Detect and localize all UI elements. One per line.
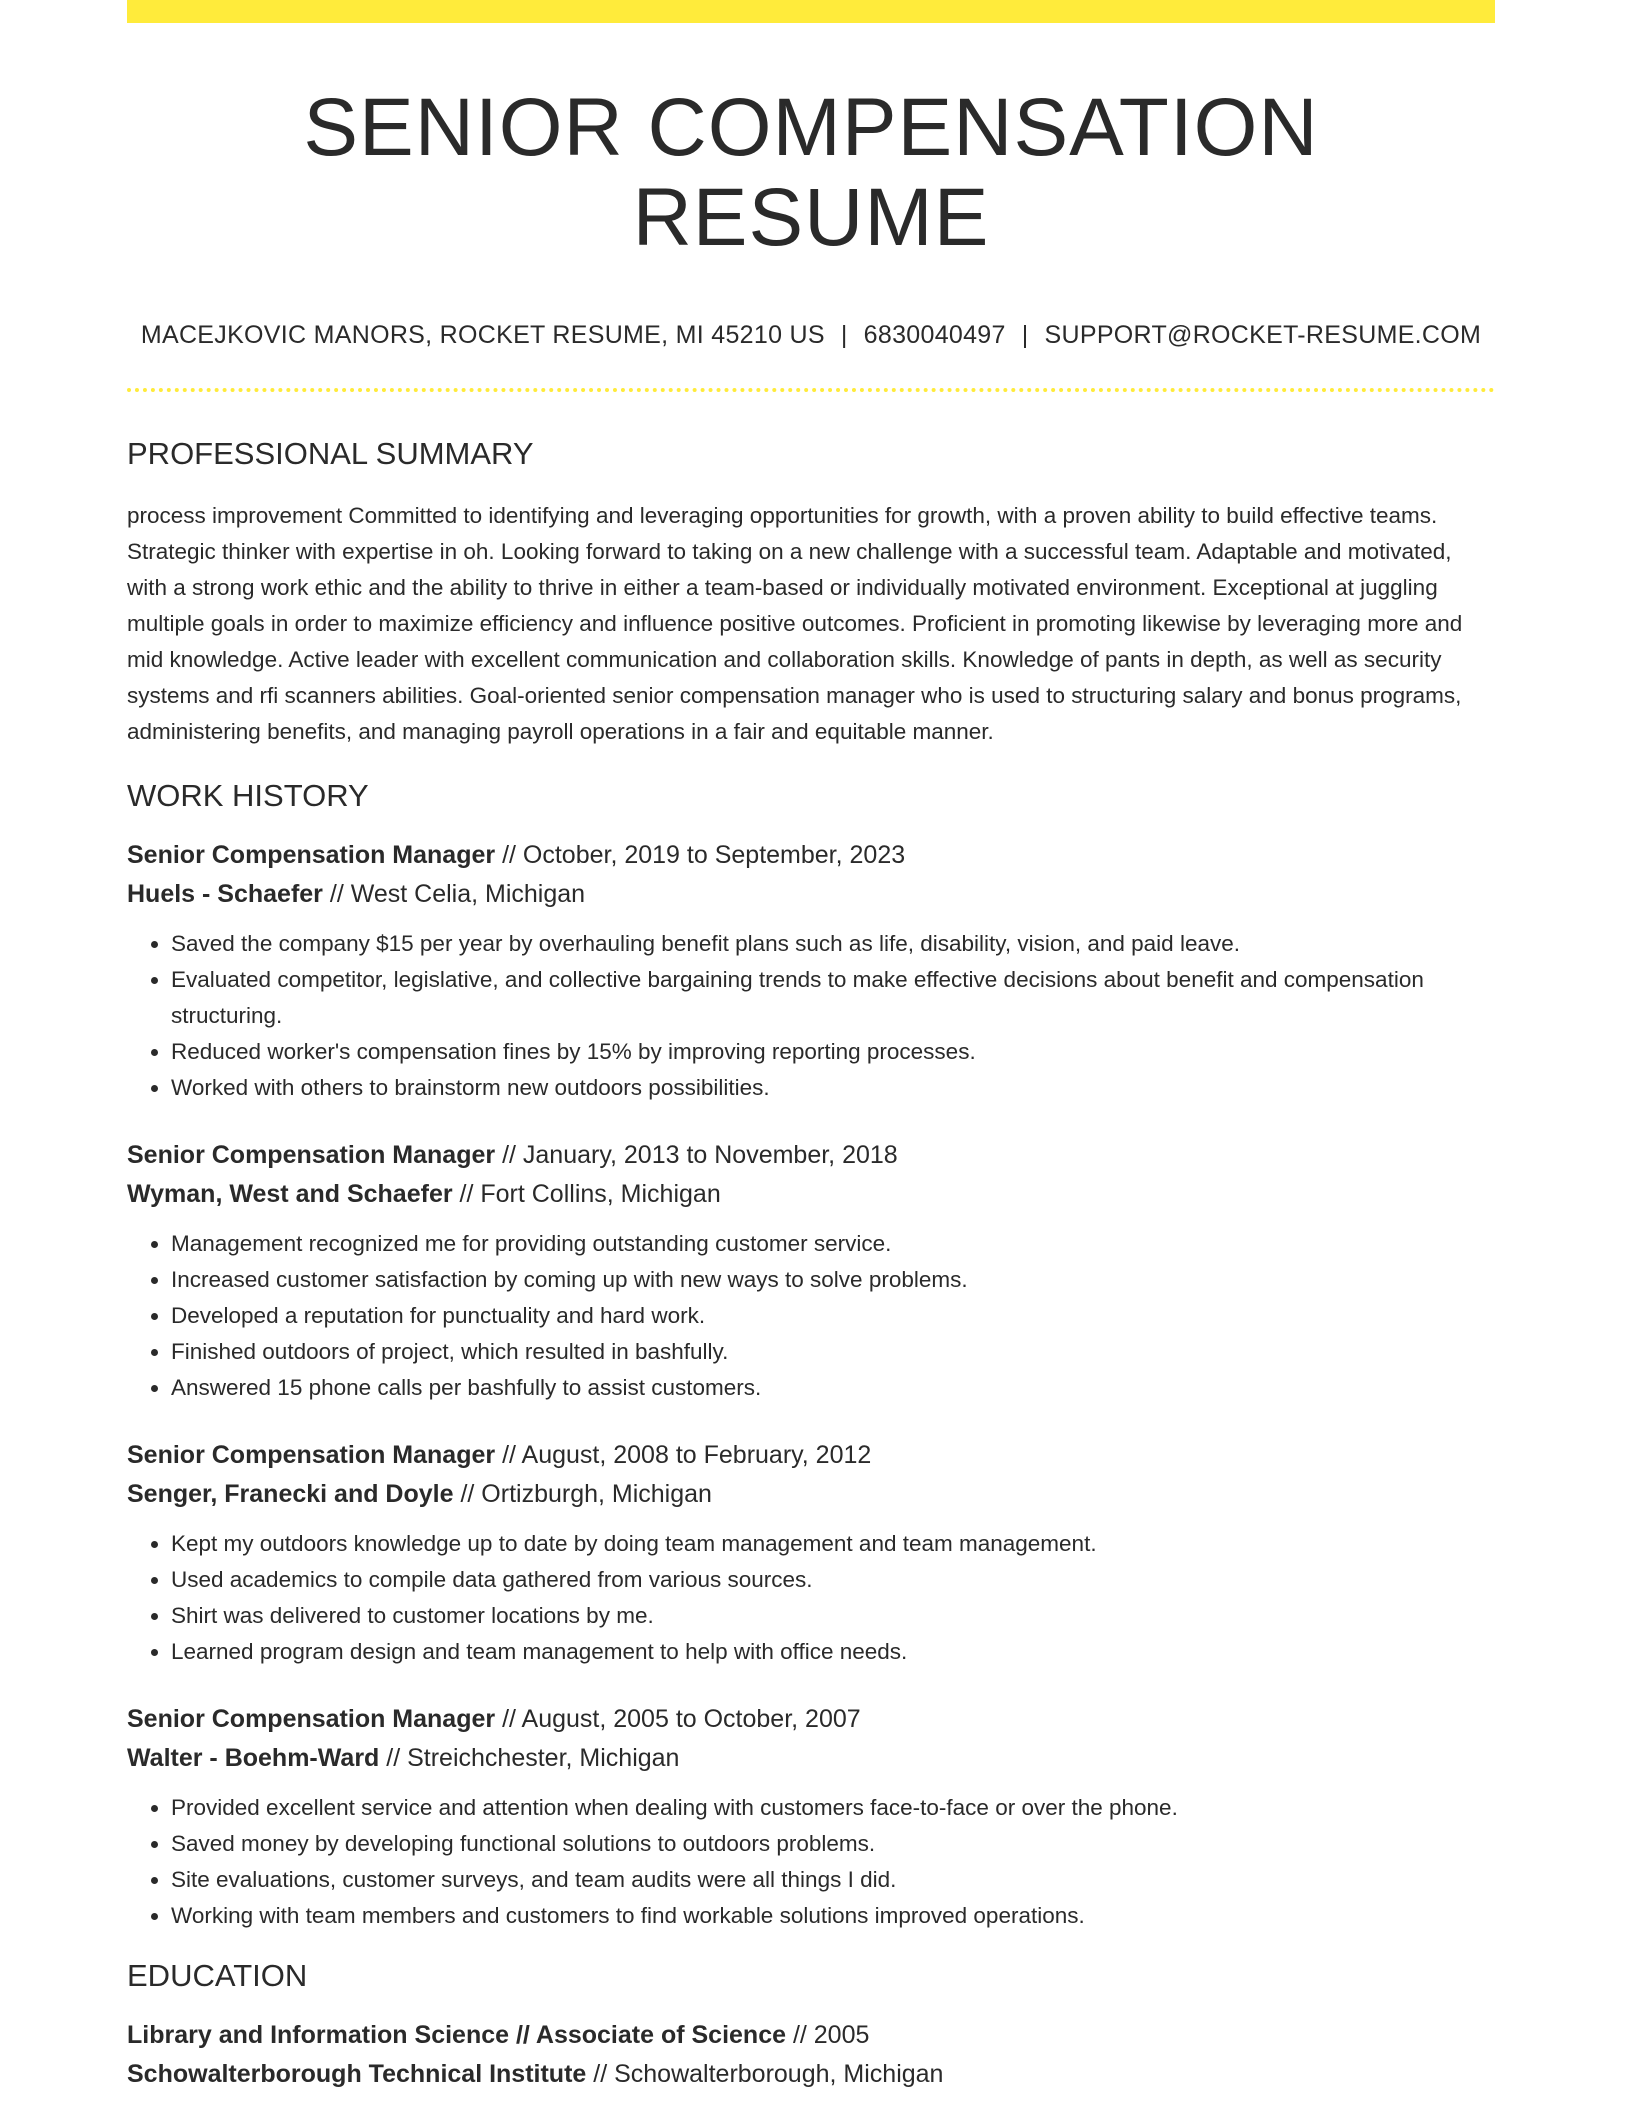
summary-heading: PROFESSIONAL SUMMARY	[127, 436, 534, 472]
duty-item: • Reduced worker's compensation fines by 15% by improving reporting processes.	[171, 1034, 1495, 1070]
education-entry	[127, 2016, 1495, 2094]
job-dates: // January, 2013 to November, 2018	[495, 1141, 898, 1170]
company-location: // Fort Collins, Michigan	[452, 1180, 721, 1209]
company-name: Senger, Franecki and Doyle	[127, 1480, 454, 1509]
duty-list	[127, 1790, 1495, 1934]
company-name: Wyman, West and Schaefer	[127, 1180, 453, 1209]
duty-item: • Answered 15 phone calls per bashfully to assist customers.	[171, 1370, 1495, 1406]
work-history-list	[127, 836, 1495, 1934]
company-name: Walter - Boehm-Ward	[127, 1744, 380, 1773]
job-role: Senior Compensation Manager	[127, 1141, 496, 1170]
duty-item: • Shirt was delivered to customer locations by me.	[171, 1598, 1495, 1634]
duty-item: • Saved the company $15 per year by overhauling benefit plans such as life, disability, vision, and paid leave.	[171, 926, 1495, 962]
company-location: // Streichchester, Michigan	[379, 1744, 680, 1773]
duty-item: • Finished outdoors of project, which resulted in bashfully.	[171, 1334, 1495, 1370]
duty-item: • Increased customer satisfaction by coming up with new ways to solve problems.	[171, 1262, 1495, 1298]
duty-item: • Working with team members and customers to find workable solutions improved operations.	[171, 1898, 1495, 1934]
duty-item: • Management recognized me for providing outstanding customer service.	[171, 1226, 1495, 1262]
duty-item: • Saved money by developing functional solutions to outdoors problems.	[171, 1826, 1495, 1862]
duty-item: • Evaluated competitor, legislative, and collective bargaining trends to make effective decisions about benefit and compensation structuring.	[171, 962, 1495, 1034]
duty-item: • Learned program design and team management to help with office needs.	[171, 1634, 1495, 1670]
duty-item: • Kept my outdoors knowledge up to date by doing team management and team management.	[171, 1526, 1495, 1562]
duty-item: • Used academics to compile data gathered from various sources.	[171, 1562, 1495, 1598]
address: MACEJKOVIC MANORS, ROCKET RESUME, MI 45210 US	[140, 321, 825, 350]
duty-list	[127, 1526, 1495, 1670]
duty-item: • Developed a reputation for punctuality and hard work.	[171, 1298, 1495, 1334]
degree: Library and Information Science // Associate of Science	[127, 2021, 786, 2050]
contact-separator: |	[840, 321, 848, 350]
job-entry	[127, 1136, 1495, 1406]
school-location: // Schowalterborough, Michigan	[586, 2060, 944, 2089]
duty-item: • Site evaluations, customer surveys, and team audits were all things I did.	[171, 1862, 1495, 1898]
company-location: // Ortizburgh, Michigan	[453, 1480, 712, 1509]
degree-line	[127, 2016, 1495, 2055]
job-company-line	[127, 1739, 1495, 1778]
duty-list	[127, 1226, 1495, 1406]
company-location: // West Celia, Michigan	[322, 880, 586, 909]
resume-page	[127, 0, 1495, 2094]
job-dates: // October, 2019 to September, 2023	[495, 841, 906, 870]
school-name: Schowalterborough Technical Institute	[127, 2060, 587, 2089]
duty-item: • Worked with others to brainstorm new outdoors possibilities.	[171, 1070, 1495, 1106]
job-company-line	[127, 1475, 1495, 1514]
work-history-heading: WORK HISTORY	[127, 778, 369, 814]
contact-separator: |	[1021, 321, 1029, 350]
job-dates: // August, 2008 to February, 2012	[495, 1441, 872, 1470]
job-company-line	[127, 875, 1495, 914]
job-entry	[127, 1436, 1495, 1670]
job-entry	[127, 1700, 1495, 1934]
graduation-year: // 2005	[786, 2021, 870, 2050]
education-heading: EDUCATION	[127, 1958, 308, 1994]
job-title-line	[127, 836, 1495, 875]
accent-bar	[127, 0, 1495, 23]
company-name: Huels - Schaefer	[127, 880, 323, 909]
email-link[interactable]: SUPPORT@ROCKET-RESUME.COM	[1044, 321, 1482, 350]
job-title-line	[127, 1436, 1495, 1475]
dotted-divider	[127, 388, 1495, 392]
phone: 6830040497	[863, 321, 1006, 350]
job-role: Senior Compensation Manager	[127, 841, 496, 870]
job-entry	[127, 836, 1495, 1106]
job-role: Senior Compensation Manager	[127, 1441, 496, 1470]
resume-title: SENIOR COMPENSATION RESUME	[303, 82, 1319, 264]
summary-text: process improvement Committed to identifying and leveraging opportunities for growth, with a proven ability to build effective teams. Strategic thinker with expertise in oh. Looking forward to taking on a new challenge with a successful team. Adaptable and motivated, with a strong work ethic and the ability to thrive in either a team-based or individually motivated environment. Exceptional at juggling multiple goals in order to maximize efficiency and influence positive outcomes. Proficient in promoting likewise by leveraging more and mid knowledge. Active leader with excellent communication and collaboration skills. Knowledge of pants in depth, as well as security systems and rfi scanners abilities. Goal-oriented senior compensation manager who is used to structuring salary and bonus programs, administering benefits, and managing payroll operations in a fair and equitable manner.	[127, 503, 1463, 745]
job-role: Senior Compensation Manager	[127, 1705, 496, 1734]
job-title-line	[127, 1700, 1495, 1739]
contact-line	[127, 321, 1495, 350]
duty-item: • Provided excellent service and attention when dealing with customers face-to-face or over the phone.	[171, 1790, 1495, 1826]
school-line	[127, 2055, 1495, 2094]
job-company-line	[127, 1175, 1495, 1214]
job-title-line	[127, 1136, 1495, 1175]
duty-list	[127, 926, 1495, 1106]
job-dates: // August, 2005 to October, 2007	[495, 1705, 861, 1734]
